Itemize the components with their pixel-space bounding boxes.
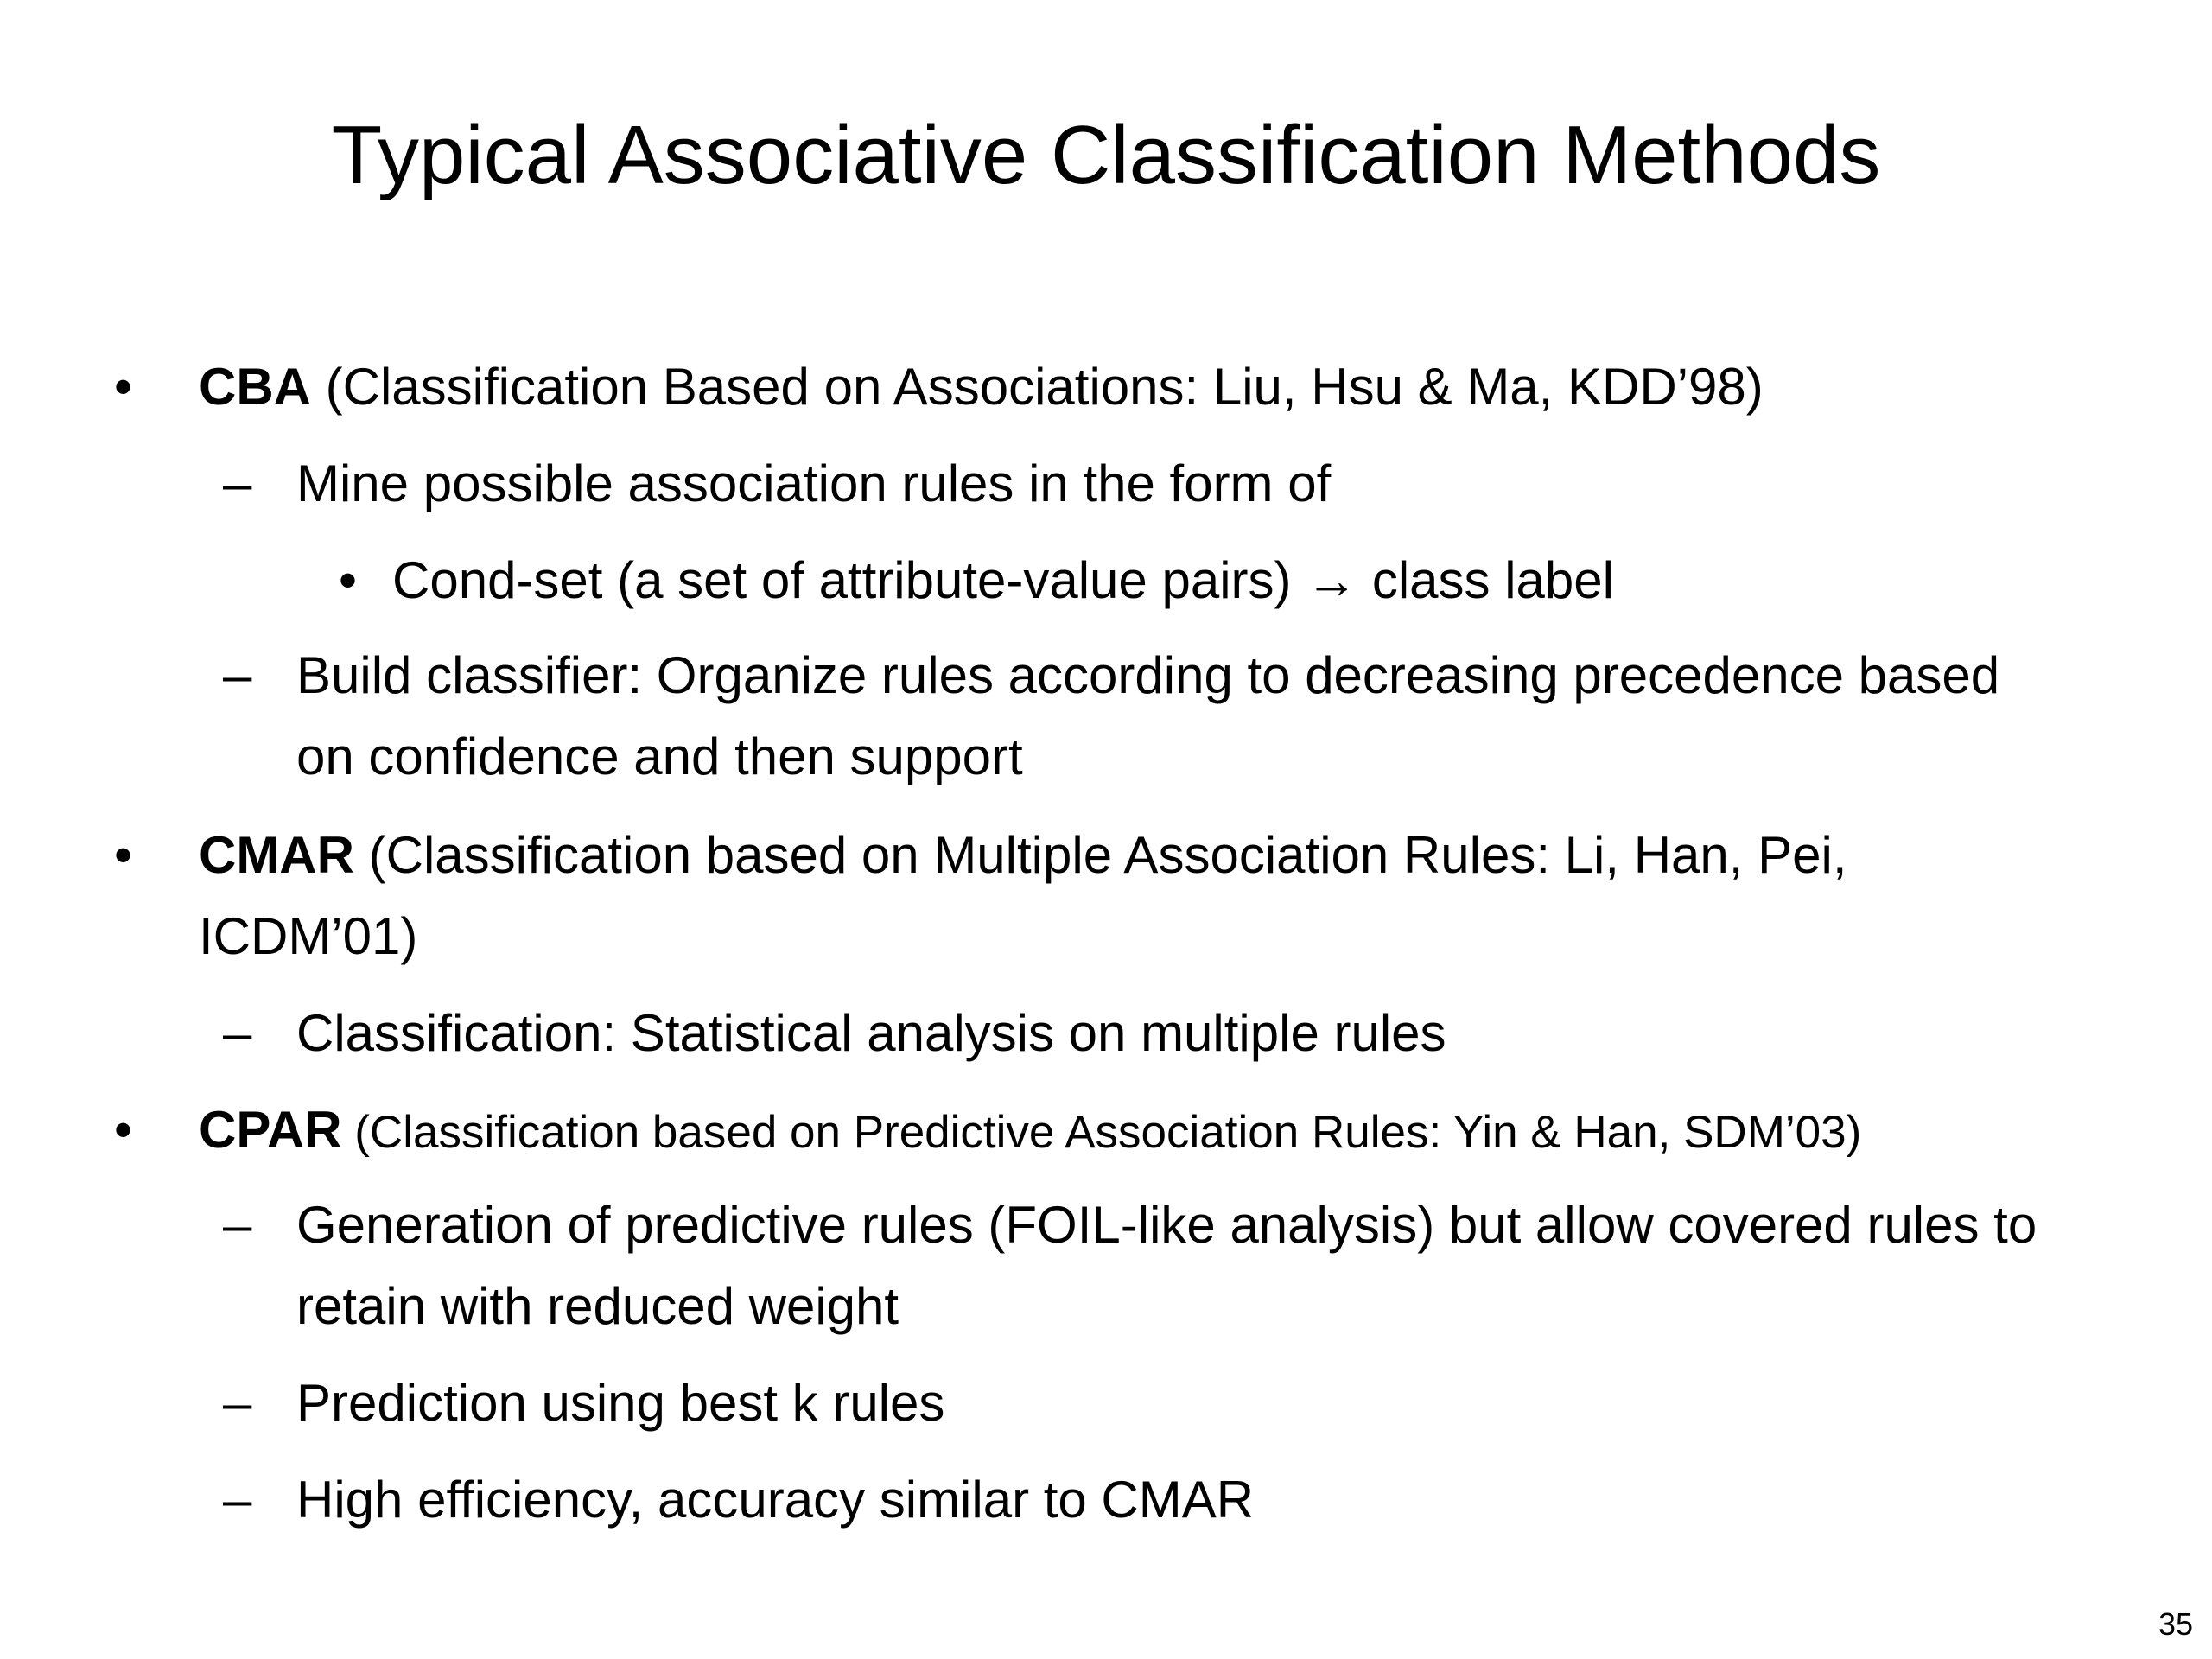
item-cmar (199, 824, 1847, 887)
item-cba-sub2-line2: on confidence and then support (296, 728, 1023, 785)
item-cpar-desc: (Classification based on Predictive Association Rules: Yin & Han, SDM’03) (341, 1107, 1862, 1158)
dash-cpar-1: – (223, 1196, 252, 1254)
item-cba-sub2-line1: Build classifier: Organize rules according to decreasing precedence based (296, 646, 2000, 704)
bullet-cmar: • (114, 826, 133, 884)
dash-cba-1: – (223, 454, 252, 512)
item-cpar (199, 1099, 1861, 1164)
item-cmar-desc-line2: ICDM’01) (199, 907, 418, 965)
item-cba-desc: (Classification Based on Associations: Liu, Hsu & Ma, KDD’98) (311, 358, 1764, 416)
bullet-cpar: • (114, 1101, 133, 1159)
dash-cba-2: – (223, 646, 252, 704)
item-cpar-sub1-line1: Generation of predictive rules (FOIL-like analysis) but allow covered rules to (296, 1196, 2037, 1254)
item-cba-sub1-sub: Cond-set (a set of attribute-value pairs) → class label (392, 551, 1614, 609)
bullet-cba-1-1: • (339, 551, 358, 609)
item-cba-sub1: Mine possible association rules in the form of (296, 454, 1332, 512)
bullet-cba: • (114, 358, 133, 416)
dash-cpar-2: – (223, 1374, 252, 1432)
dash-cpar-3: – (223, 1471, 252, 1529)
item-cpar-sub1-line2: retain with reduced weight (296, 1277, 899, 1335)
item-cba (199, 356, 1764, 418)
item-cmar-name: CMAR (199, 826, 354, 884)
item-cmar-sub1: Classification: Statistical analysis on multiple rules (296, 1004, 1446, 1062)
item-cpar-sub2: Prediction using best k rules (296, 1374, 945, 1432)
item-cpar-sub3: High efficiency, accuracy similar to CMAR (296, 1471, 1255, 1529)
item-cba-name: CBA (199, 358, 311, 416)
item-cpar-name: CPAR (199, 1101, 342, 1159)
slide-number: 35 (2158, 1606, 2193, 1642)
dash-cmar-1: – (223, 1004, 252, 1062)
slide-title: Typical Associative Classification Methods (331, 109, 1881, 201)
item-cmar-desc-line1: (Classification based on Multiple Association Rules: Li, Han, Pei, (353, 826, 1847, 884)
